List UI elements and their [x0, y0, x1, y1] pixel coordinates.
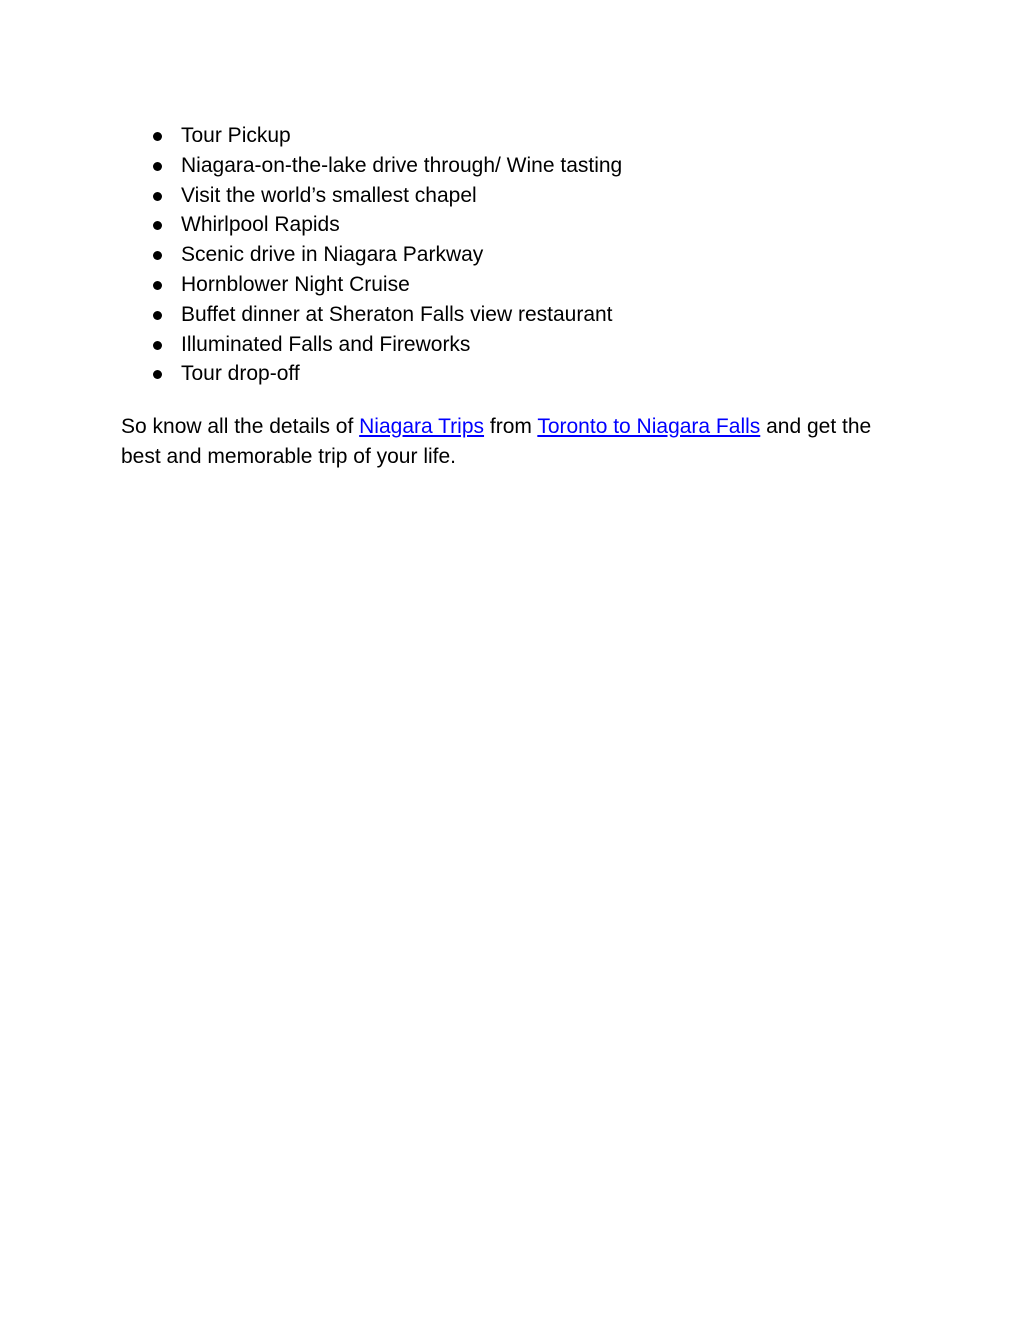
list-item-text: Hornblower Night Cruise	[181, 272, 410, 296]
bullet-icon	[153, 341, 162, 350]
paragraph-line-2: best and memorable trip of your life.	[121, 444, 456, 468]
list-item-text: Scenic drive in Niagara Parkway	[181, 243, 484, 267]
niagara-trips-link[interactable]: Niagara Trips	[359, 415, 485, 438]
paragraph-text: So know all the details of	[121, 415, 360, 438]
list-item-text: Visit the world’s smallest chapel	[181, 183, 477, 207]
bullet-icon	[153, 251, 162, 260]
bullet-icon	[153, 192, 162, 201]
paragraph-line-1	[121, 412, 921, 442]
list-item-text: Niagara-on-the-lake drive through/ Wine tasting	[181, 153, 623, 177]
list-item-text: Tour Pickup	[181, 124, 291, 147]
paragraph-text: and get the	[760, 415, 872, 438]
bullet-icon	[153, 132, 162, 141]
bullet-icon	[153, 311, 162, 320]
paragraph-text: from	[484, 415, 538, 438]
bullet-icon	[153, 370, 162, 379]
bullet-icon	[153, 221, 162, 230]
bullet-icon	[153, 281, 162, 290]
summary-paragraph	[121, 412, 921, 471]
list-item-text: Buffet dinner at Sheraton Falls view restaurant	[181, 302, 613, 326]
list-item-text: Illuminated Falls and Fireworks	[181, 332, 471, 356]
list-item-text: Whirlpool Rapids	[181, 213, 340, 237]
list-item-text: Tour drop-off	[181, 362, 300, 386]
bullet-icon	[153, 162, 162, 171]
toronto-to-niagara-falls-link[interactable]: Toronto to Niagara Falls	[537, 415, 761, 438]
